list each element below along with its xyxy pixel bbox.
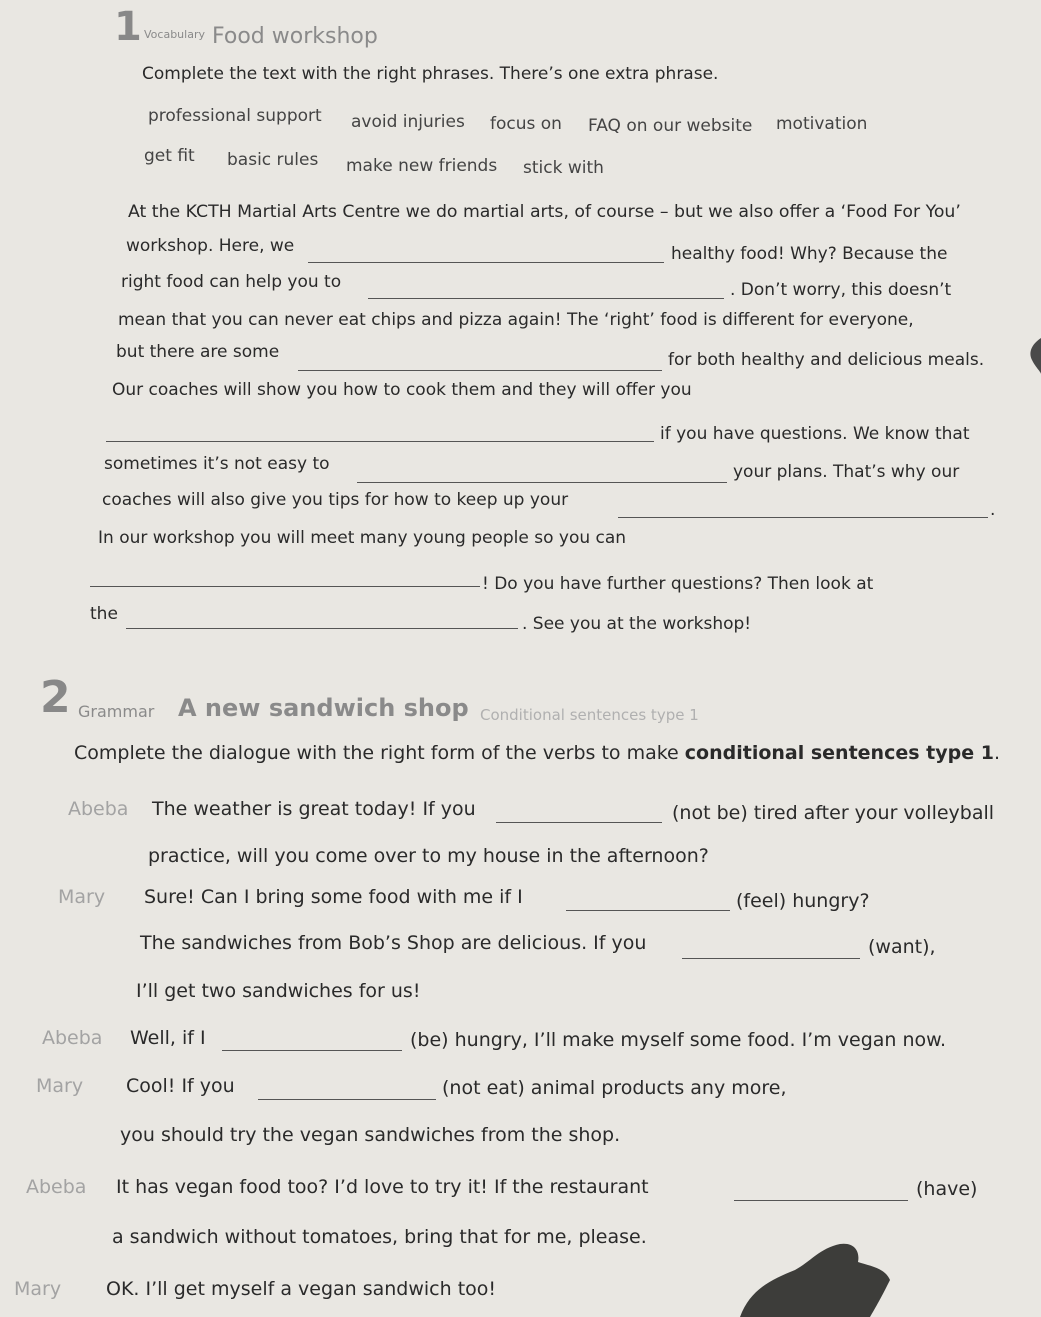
answer-blank[interactable] [734, 1200, 908, 1201]
text-line: In our workshop you will meet many young people so you can [98, 528, 627, 548]
dialogue-line: The sandwiches from Bob’s Shop are delicious. If you [140, 932, 647, 954]
exercise-1-title: Food workshop [212, 24, 378, 49]
text-line: . See you at the workshop! [522, 614, 752, 634]
text-line: . [990, 500, 996, 520]
dialogue-line: (not be) tired after your volleyball [672, 802, 995, 824]
phrase-item: professional support [148, 106, 322, 126]
speaker-label: Abeba [42, 1027, 103, 1049]
exercise-2-instruction: Complete the dialogue with the right form of the verbs to make conditional sentences type 1. [74, 742, 1000, 764]
speaker-label: Mary [58, 886, 106, 908]
phrase-item: get fit [144, 146, 195, 166]
phrase-item: stick with [523, 158, 604, 178]
dialogue-line: Well, if I [130, 1027, 206, 1049]
phrase-item: FAQ on our website [588, 116, 753, 136]
dialogue-line: practice, will you come over to my house in the afternoon? [148, 845, 709, 867]
answer-blank[interactable] [222, 1050, 402, 1051]
speaker-label: Mary [14, 1278, 62, 1300]
dialogue-line: (be) hungry, I’ll make myself some food. I’m vegan now. [410, 1029, 946, 1051]
answer-blank[interactable] [368, 298, 724, 299]
dialogue-line: Cool! If you [126, 1075, 235, 1097]
answer-blank[interactable] [308, 262, 664, 263]
exercise-1-number: 1 [114, 4, 142, 50]
dialogue-line: I’ll get two sandwiches for us! [136, 980, 421, 1002]
dialogue-line: (not eat) animal products any more, [442, 1077, 787, 1099]
speaker-label: Abeba [68, 798, 129, 820]
phrase-item: basic rules [227, 150, 319, 170]
text-line: your plans. That’s why our [733, 462, 960, 482]
dialogue-line: (feel) hungry? [736, 890, 870, 912]
answer-blank[interactable] [566, 910, 730, 911]
answer-blank[interactable] [298, 370, 662, 371]
text-line: if you have questions. We know that [660, 424, 970, 444]
text-line: but there are some [116, 342, 280, 362]
text-line: ! Do you have further questions? Then look at [482, 574, 874, 594]
exercise-1-instruction: Complete the text with the right phrases. There’s one extra phrase. [142, 64, 719, 84]
answer-blank[interactable] [682, 958, 860, 959]
phrase-item: make new friends [346, 156, 498, 176]
text-line: the [90, 604, 118, 624]
dialogue-line: you should try the vegan sandwiches from the shop. [120, 1124, 621, 1146]
text-line: sometimes it’s not easy to [104, 454, 330, 474]
dialogue-line: Sure! Can I bring some food with me if I [144, 886, 523, 908]
answer-blank[interactable] [126, 628, 518, 629]
text-line: mean that you can never eat chips and pizza again! The ‘right’ food is different for everyone, [118, 310, 914, 330]
text-line: right food can help you to [121, 272, 342, 292]
dialogue-line: (want), [868, 936, 936, 958]
phrase-item: focus on [490, 114, 562, 134]
dialogue-line: (have) [916, 1178, 978, 1200]
answer-blank[interactable] [357, 482, 727, 483]
phrase-item: avoid injuries [351, 112, 465, 132]
speaker-label: Abeba [26, 1176, 87, 1198]
text-line: Our coaches will show you how to cook them and they will offer you [112, 380, 692, 400]
answer-blank[interactable] [90, 586, 480, 587]
text-line: At the KCTH Martial Arts Centre we do martial arts, of course – but we also offer a ‘Food For You’ [128, 202, 961, 222]
dialogue-line: a sandwich without tomatoes, bring that for me, please. [112, 1226, 647, 1248]
text-line: healthy food! Why? Because the [671, 244, 948, 264]
phrase-item: motivation [776, 114, 868, 134]
dark-corner-shape [740, 1240, 900, 1317]
text-line: for both healthy and delicious meals. [668, 350, 985, 370]
exercise-2-subtitle: Conditional sentences type 1 [480, 706, 699, 724]
exercise-2-category: Grammar [78, 702, 155, 721]
answer-blank[interactable] [258, 1099, 436, 1100]
text-line: . Don’t worry, this doesn’t [730, 280, 952, 300]
answer-blank[interactable] [106, 441, 654, 442]
text-line: workshop. Here, we [126, 236, 295, 256]
dialogue-line: The weather is great today! If you [152, 798, 476, 820]
speaker-label: Mary [36, 1075, 84, 1097]
exercise-2-number: 2 [40, 672, 71, 723]
exercise-2-title: A new sandwich shop [178, 694, 469, 722]
exercise-1-category: Vocabulary [144, 28, 205, 41]
answer-blank[interactable] [618, 517, 988, 518]
page-edge-shape [1028, 338, 1041, 374]
answer-blank[interactable] [496, 822, 662, 823]
dialogue-line: OK. I’ll get myself a vegan sandwich too! [106, 1278, 497, 1300]
text-line: coaches will also give you tips for how to keep up your [102, 490, 569, 510]
dialogue-line: It has vegan food too? I’d love to try it! If the restaurant [116, 1176, 649, 1198]
